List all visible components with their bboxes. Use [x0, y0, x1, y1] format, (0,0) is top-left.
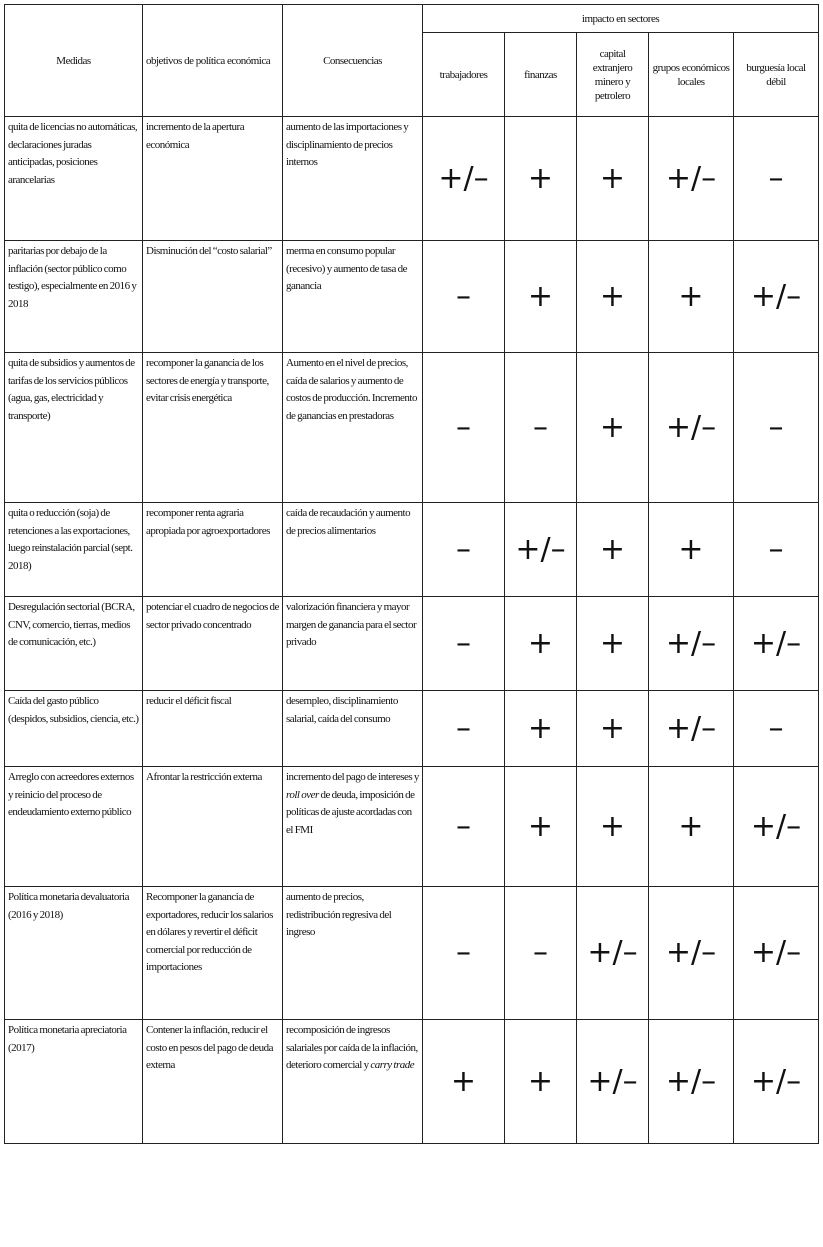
- header-sector-trabajadores: trabajadores: [423, 33, 505, 117]
- header-sector-finanzas: finanzas: [505, 33, 577, 117]
- consecuencia-cell: desempleo, disciplinamiento salarial, caída del consumo: [283, 691, 423, 767]
- consecuencia-cell: aumento de precios, redistribución regresiva del ingreso: [283, 887, 423, 1020]
- impact-cell-burguesia-local: +/–: [734, 241, 819, 353]
- impact-cell-trabajadores: –: [423, 597, 505, 691]
- table-row: [5, 767, 819, 887]
- medida-cell: quita de subsidios y aumentos de tarifas de los servicios públicos (agua, gas, electricidad y transporte): [5, 353, 143, 503]
- consecuencia-cell: incremento del pago de intereses y roll over de deuda, imposición de políticas de ajuste acordadas con el FMI: [283, 767, 423, 887]
- impact-cell-trabajadores: –: [423, 691, 505, 767]
- impact-cell-trabajadores: +: [423, 1020, 505, 1144]
- consecuencia-cell: Aumento en el nivel de precios, caída de salarios y aumento de costos de producción. Incremento de ganancias en prestadoras: [283, 353, 423, 503]
- impact-cell-capital-extranjero: +: [577, 241, 649, 353]
- impact-cell-trabajadores: –: [423, 353, 505, 503]
- impact-cell-grupos-economicos: +: [649, 503, 734, 597]
- impact-cell-capital-extranjero: +: [577, 691, 649, 767]
- impact-cell-burguesia-local: –: [734, 691, 819, 767]
- table-row: [5, 1020, 819, 1144]
- impact-cell-finanzas: –: [505, 353, 577, 503]
- impact-cell-grupos-economicos: +/–: [649, 117, 734, 241]
- impact-cell-capital-extranjero: +: [577, 353, 649, 503]
- impact-cell-grupos-economicos: +/–: [649, 887, 734, 1020]
- impact-cell-grupos-economicos: +/–: [649, 691, 734, 767]
- table-row: [5, 691, 819, 767]
- impact-cell-finanzas: +/–: [505, 503, 577, 597]
- impact-cell-burguesia-local: +/–: [734, 597, 819, 691]
- medida-cell: paritarias por debajo de la inflación (sector público como testigo), especialmente en 2016 y 2018: [5, 241, 143, 353]
- medida-cell: Política monetaria devaluatoria (2016 y 2018): [5, 887, 143, 1020]
- impact-cell-burguesia-local: –: [734, 503, 819, 597]
- header-sector-burguesia-local: burguesía local débil: [734, 33, 819, 117]
- medida-cell: Arreglo con acreedores externos y reinicio del proceso de endeudamiento externo público: [5, 767, 143, 887]
- consecuencia-cell: merma en consumo popular (recesivo) y aumento de tasa de ganancia: [283, 241, 423, 353]
- consecuencia-cell: aumento de las importaciones y disciplinamiento de precios internos: [283, 117, 423, 241]
- impact-cell-finanzas: +: [505, 597, 577, 691]
- impact-cell-finanzas: +: [505, 241, 577, 353]
- table-row: [5, 241, 819, 353]
- consecuencia-cell: caída de recaudación y aumento de precios alimentarios: [283, 503, 423, 597]
- table-row: [5, 597, 819, 691]
- objetivo-cell: Disminución del “costo salarial”: [143, 241, 283, 353]
- header-sector-grupos-economicos: grupos económicos locales: [649, 33, 734, 117]
- impact-cell-burguesia-local: +/–: [734, 1020, 819, 1144]
- impact-cell-finanzas: +: [505, 117, 577, 241]
- impact-cell-finanzas: +: [505, 691, 577, 767]
- impact-cell-grupos-economicos: +: [649, 241, 734, 353]
- objetivo-cell: recomponer la ganancia de los sectores de energía y transporte, evitar crisis energética: [143, 353, 283, 503]
- impact-cell-capital-extranjero: +: [577, 503, 649, 597]
- impact-cell-finanzas: +: [505, 1020, 577, 1144]
- impact-cell-burguesia-local: +/–: [734, 767, 819, 887]
- impact-cell-capital-extranjero: +: [577, 597, 649, 691]
- impact-cell-capital-extranjero: +: [577, 117, 649, 241]
- header-objetivos: objetivos de política económica: [143, 5, 283, 117]
- objetivo-cell: Contener la inflación, reducir el costo en pesos del pago de deuda externa: [143, 1020, 283, 1144]
- objetivo-cell: potenciar el cuadro de negocios de sector privado concentrado: [143, 597, 283, 691]
- impact-cell-burguesia-local: +/–: [734, 887, 819, 1020]
- medida-cell: quita de licencias no automáticas, declaraciones juradas anticipadas, posiciones arancelarias: [5, 117, 143, 241]
- objetivo-cell: Recomponer la ganancia de exportadores, reducir los salarios en dólares y revertir el déficit comercial por reducción de importaciones: [143, 887, 283, 1020]
- header-sector-capital-extranjero: capital extranjero minero y petrolero: [577, 33, 649, 117]
- impact-cell-finanzas: +: [505, 767, 577, 887]
- impact-cell-capital-extranjero: +/–: [577, 887, 649, 1020]
- consecuencia-cell: valorización financiera y mayor margen de ganancia para el sector privado: [283, 597, 423, 691]
- medida-cell: Política monetaria apreciatoria (2017): [5, 1020, 143, 1144]
- impact-cell-grupos-economicos: +: [649, 767, 734, 887]
- impact-cell-trabajadores: –: [423, 887, 505, 1020]
- medida-cell: Caída del gasto público (despidos, subsidios, ciencia, etc.): [5, 691, 143, 767]
- objetivo-cell: Afrontar la restricción externa: [143, 767, 283, 887]
- table-row: [5, 887, 819, 1020]
- table-row: [5, 503, 819, 597]
- impact-cell-trabajadores: –: [423, 241, 505, 353]
- impact-cell-grupos-economicos: +/–: [649, 597, 734, 691]
- medida-cell: Desregulación sectorial (BCRA, CNV, comercio, tierras, medios de comunicación, etc.): [5, 597, 143, 691]
- impact-cell-capital-extranjero: +/–: [577, 1020, 649, 1144]
- impact-cell-finanzas: –: [505, 887, 577, 1020]
- header-medidas: Medidas: [5, 5, 143, 117]
- impact-cell-capital-extranjero: +: [577, 767, 649, 887]
- impact-cell-grupos-economicos: +/–: [649, 353, 734, 503]
- table-row: [5, 117, 819, 241]
- table-row: [5, 353, 819, 503]
- objetivo-cell: recomponer renta agraria apropiada por agroexportadores: [143, 503, 283, 597]
- policy-table-container: [4, 4, 818, 1144]
- impact-cell-trabajadores: +/–: [423, 117, 505, 241]
- impact-cell-grupos-economicos: +/–: [649, 1020, 734, 1144]
- impact-cell-trabajadores: –: [423, 767, 505, 887]
- objetivo-cell: incremento de la apertura económica: [143, 117, 283, 241]
- table-body: [5, 117, 819, 1144]
- header-row-top: [5, 5, 819, 33]
- impact-cell-trabajadores: –: [423, 503, 505, 597]
- header-impacto: impacto en sectores: [423, 5, 819, 33]
- medida-cell: quita o reducción (soja) de retenciones a las exportaciones, luego reinstalación parcial (sept. 2018): [5, 503, 143, 597]
- objetivo-cell: reducir el déficit fiscal: [143, 691, 283, 767]
- impact-cell-burguesia-local: –: [734, 117, 819, 241]
- header-consecuencias: Consecuencias: [283, 5, 423, 117]
- impact-cell-burguesia-local: –: [734, 353, 819, 503]
- consecuencia-cell: recomposición de ingresos salariales por caída de la inflación, deterioro comercial y carry trade: [283, 1020, 423, 1144]
- policy-impact-table: [4, 4, 819, 1144]
